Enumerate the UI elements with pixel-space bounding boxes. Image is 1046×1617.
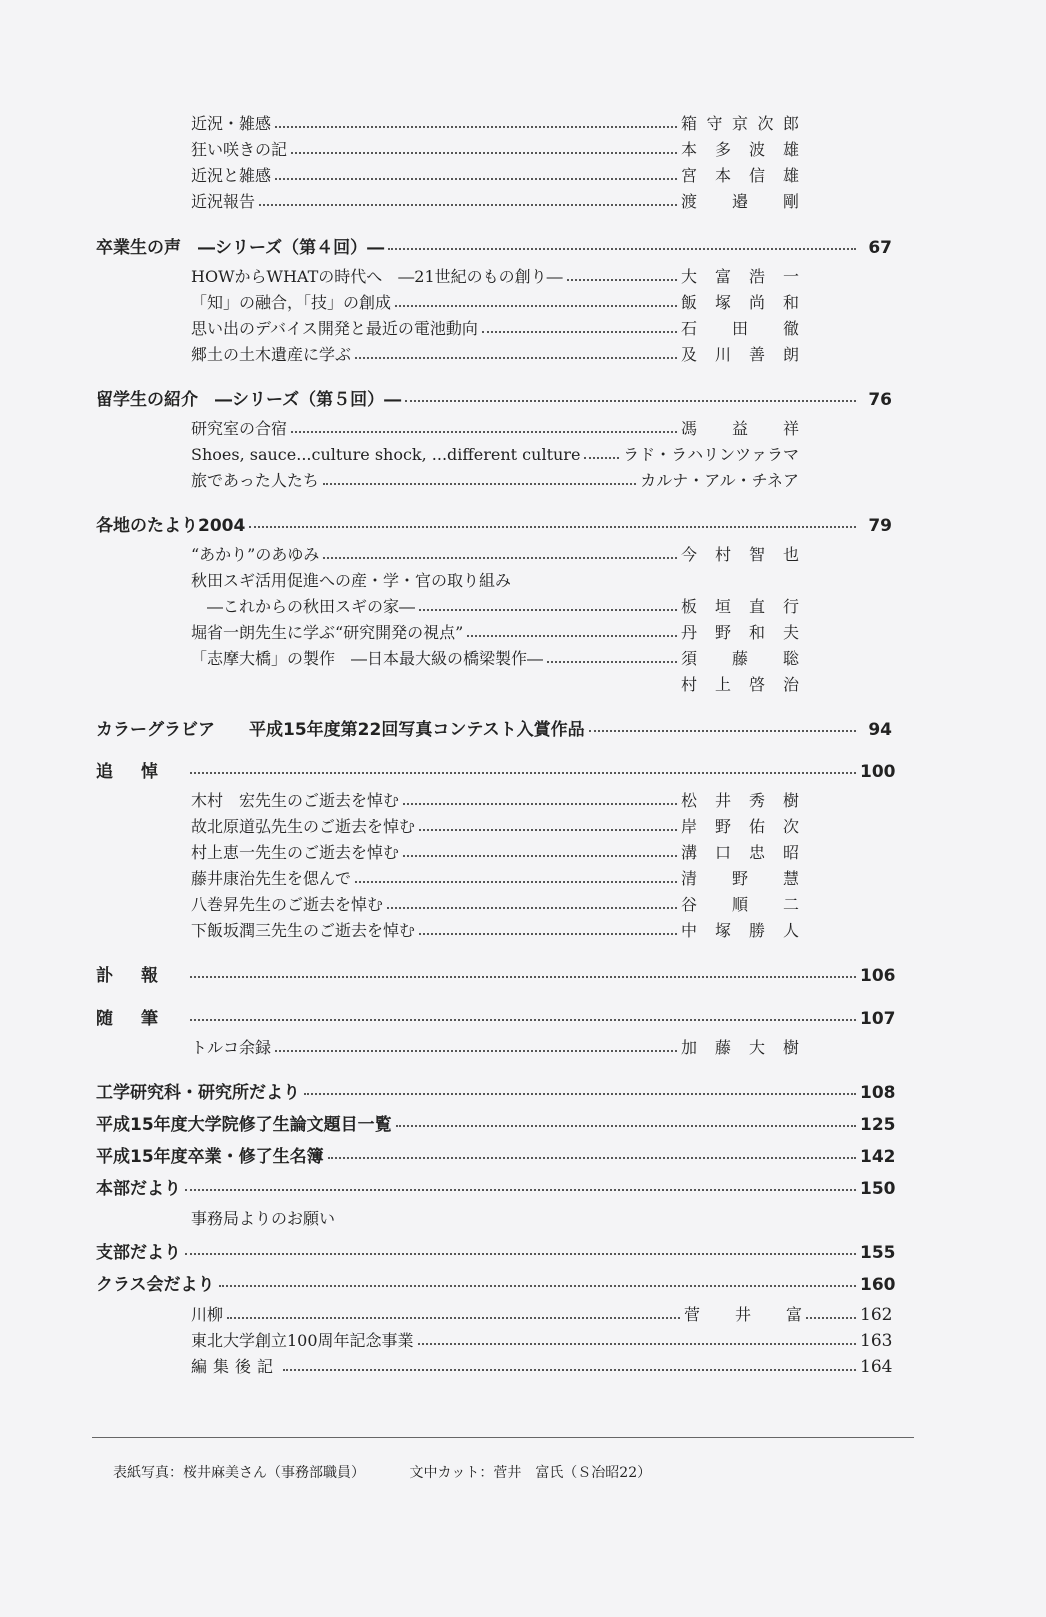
toc-entry: [191, 111, 799, 137]
section-title: 卒業生の声 ―シリーズ（第４回）―: [96, 238, 385, 258]
leader-dots: [806, 1317, 856, 1319]
leader-dots: [567, 279, 677, 281]
leader-dots: [291, 152, 677, 154]
page-number: 67: [868, 238, 892, 258]
entry-author: 馮 益 祥: [681, 419, 799, 438]
toc-entry: [191, 442, 799, 468]
leader-dots: [219, 1285, 857, 1287]
entry-title: 思い出のデバイス開発と最近の電池動向: [191, 319, 478, 338]
leader-dots: [388, 248, 856, 250]
entry-title: 村上恵一先生のご逝去を悼む: [191, 843, 400, 862]
entry-title: 秋田スギ活用促進への産・学・官の取り組み: [191, 571, 512, 590]
section-title: 工学研究科・研究所だより: [96, 1083, 300, 1103]
leader-dots: [291, 431, 677, 433]
page-number: 107: [860, 1009, 896, 1029]
entry-title: “あかり”のあゆみ: [191, 545, 320, 564]
entry-title: 「知」の融合，「技」の創成: [191, 293, 392, 312]
toc-entry: [191, 316, 799, 342]
section-title: 平成15年度大学院修了生論文題目一覧: [96, 1115, 392, 1135]
toc-section: [96, 1110, 896, 1136]
toc-entry: [191, 468, 799, 494]
toc-entry: [191, 788, 799, 814]
entry-title: HOWからWHATの時代へ ―21世紀のもの創り―: [191, 267, 563, 286]
toc-section: [96, 233, 892, 259]
leader-dots: [419, 609, 677, 611]
toc-section: [96, 1174, 896, 1200]
toc-entry: [191, 189, 799, 215]
leader-dots: [467, 635, 677, 637]
page-number: 164: [860, 1357, 893, 1377]
toc-section: [96, 715, 892, 741]
leader-dots: [259, 204, 677, 206]
entry-author: 渡 邉 剛: [681, 192, 799, 211]
entry-title: 八巻昇先生のご逝去を悼む: [191, 895, 384, 914]
section-title: 随筆: [96, 1009, 186, 1029]
section-title: カラーグラビア 平成15年度第22回写真コンテスト入賞作品: [96, 720, 585, 740]
leader-dots: [190, 976, 856, 978]
toc-section: [96, 961, 896, 987]
leader-dots: [323, 483, 636, 485]
leader-dots: [355, 881, 677, 883]
toc-entry: [191, 137, 799, 163]
toc-entry: [191, 620, 799, 646]
leader-dots: [185, 1189, 856, 1191]
entry-author: 箱 守 京 次 郎: [681, 114, 799, 133]
leader-dots: [227, 1317, 680, 1319]
page-number: 142: [860, 1147, 896, 1167]
entry-author: 溝 口 忠 昭: [681, 843, 799, 862]
leader-dots: [355, 357, 677, 359]
entry-title: 故北原道弘先生のご逝去を悼む: [191, 817, 416, 836]
toc-entry: [191, 264, 799, 290]
entry-author: 松 井 秀 樹: [681, 791, 799, 810]
section-title: 本部だより: [96, 1179, 181, 1199]
toc-entry: [191, 1206, 799, 1232]
entry-author: 飯 塚 尚 和: [681, 293, 799, 312]
toc-entry: [191, 342, 799, 368]
page-number: 163: [860, 1331, 893, 1351]
entry-title: 近況と雑感: [191, 166, 272, 185]
cover-photo-credit: 表紙写真：桜井麻美さん（事務部職員）: [113, 1465, 365, 1481]
entry-author: 宮 本 信 雄: [681, 166, 799, 185]
page-number: 125: [860, 1115, 896, 1135]
toc-section: [96, 757, 896, 783]
toc-entry: [191, 1354, 892, 1380]
toc-section: [96, 511, 892, 537]
leader-dots: [395, 305, 677, 307]
entry-author: 本 多 波 雄: [681, 140, 799, 159]
leader-dots: [275, 178, 677, 180]
toc-section: [96, 1238, 896, 1264]
toc-entry: [191, 866, 799, 892]
entry-author: 谷 順 二: [681, 895, 799, 914]
entry-title: ―これからの秋田スギの家―: [207, 597, 416, 616]
toc-entry: [191, 416, 799, 442]
entry-author: 菅 井 富: [684, 1305, 802, 1324]
entry-title: トルコ余録: [191, 1038, 272, 1057]
toc-entry: [191, 1035, 799, 1061]
page-number: 79: [868, 516, 892, 536]
entry-author: 中 塚 勝 人: [681, 921, 799, 940]
page-number: 106: [860, 966, 896, 986]
toc-entry: [207, 594, 799, 620]
toc-entry: [191, 568, 799, 594]
toc-entry: [681, 672, 799, 698]
leader-dots: [418, 1343, 856, 1345]
entry-title: 堀省一朗先生に学ぶ“研究開発の視点”: [191, 623, 464, 642]
entry-author: 板 垣 直 行: [681, 597, 799, 616]
leader-dots: [405, 400, 856, 402]
leader-dots: [589, 730, 856, 732]
section-title: 留学生の紹介 ―シリーズ（第５回）―: [96, 390, 402, 410]
toc-entry: [191, 918, 799, 944]
section-title: 平成15年度卒業・修了生名簿: [96, 1147, 324, 1167]
toc-entry: [191, 646, 799, 672]
page-number: 76: [868, 390, 892, 410]
entry-author: 岸 野 佑 次: [681, 817, 799, 836]
entry-author: ラド・ラハリンツァラマ: [623, 445, 799, 464]
entry-author: 今 村 智 也: [681, 545, 799, 564]
entry-author: 村 上 啓 治: [681, 675, 799, 694]
leader-dots: [304, 1093, 856, 1095]
entry-title: 藤井康治先生を偲んで: [191, 869, 352, 888]
leader-dots: [323, 557, 677, 559]
section-title: 訃報: [96, 966, 186, 986]
leader-dots: [419, 933, 677, 935]
toc-section: [96, 385, 892, 411]
toc-section: [96, 1142, 896, 1168]
entry-author: 丹 野 和 夫: [681, 623, 799, 642]
entry-author: 及 川 善 朗: [681, 345, 799, 364]
page-number: 162: [860, 1305, 893, 1325]
entry-title: 川柳: [191, 1305, 224, 1324]
leader-dots: [190, 772, 856, 774]
toc-entry: [191, 1302, 892, 1328]
entry-title: 研究室の合宿: [191, 419, 288, 438]
section-title: クラス会だより: [96, 1275, 215, 1295]
page-number: 100: [860, 762, 896, 782]
toc-section: [96, 1270, 896, 1296]
section-title: 各地のたより2004: [96, 516, 246, 536]
entry-author: 須 藤 聡: [681, 649, 799, 668]
entry-title: 旅であった人たち: [191, 471, 319, 490]
entry-title: 「志摩大橋」の製作 ―日本最大級の橋梁製作―: [191, 649, 544, 668]
footer-divider: [92, 1437, 914, 1438]
section-title: 支部だより: [96, 1243, 181, 1263]
leader-dots: [482, 331, 677, 333]
toc-entry: [191, 814, 799, 840]
leader-dots: [403, 855, 677, 857]
entry-author: 大 富 浩 一: [681, 267, 799, 286]
page-number: 108: [860, 1083, 896, 1103]
toc-entry: [191, 542, 799, 568]
entry-title: 狂い咲きの記: [191, 140, 288, 159]
section-title: 追悼: [96, 762, 186, 782]
leader-dots: [328, 1157, 856, 1159]
entry-title: 郷土の土木遺産に学ぶ: [191, 345, 352, 364]
leader-dots: [275, 126, 677, 128]
toc-entry: [191, 840, 799, 866]
page-number: 155: [860, 1243, 896, 1263]
entry-title: 木村 宏先生のご逝去を悼む: [191, 791, 400, 810]
leader-dots: [584, 457, 619, 459]
entry-author: カルナ・アル・チネア: [640, 471, 799, 490]
entry-title: 事務局よりのお願い: [191, 1209, 336, 1228]
leader-dots: [190, 1019, 856, 1021]
cut-illustration-credit: 文中カット：菅井 富氏（Ｓ冶昭22）: [409, 1465, 652, 1481]
leader-dots: [419, 829, 677, 831]
toc-entry: [191, 892, 799, 918]
leader-dots: [387, 907, 677, 909]
toc-entry: [191, 163, 799, 189]
leader-dots: [185, 1253, 856, 1255]
toc-entry: [191, 1328, 892, 1354]
entry-title: 近況報告: [191, 192, 256, 211]
entry-title: 編集後記: [191, 1357, 280, 1376]
leader-dots: [275, 1050, 677, 1052]
entry-title: 下飯坂潤三先生のご逝去を悼む: [191, 921, 416, 940]
toc-section: [96, 1078, 896, 1104]
leader-dots: [547, 661, 677, 663]
page-number: 150: [860, 1179, 896, 1199]
page-number: 160: [860, 1275, 896, 1295]
entry-title: 近況・雑感: [191, 114, 272, 133]
entry-author: 加 藤 大 樹: [681, 1038, 799, 1057]
leader-dots: [403, 803, 677, 805]
leader-dots: [249, 526, 856, 528]
page-number: 94: [868, 720, 892, 740]
leader-dots: [396, 1125, 856, 1127]
entry-author: 石 田 徹: [681, 319, 799, 338]
leader-dots: [283, 1369, 856, 1371]
entry-title: 東北大学創立100周年記念事業: [191, 1331, 414, 1350]
footer-credits: [113, 1462, 691, 1482]
entry-author: 清 野 慧: [681, 869, 799, 888]
toc-section: [96, 1004, 896, 1030]
toc-entry: [191, 290, 799, 316]
entry-title: Shoes, sauce...culture shock, ...different culture: [191, 445, 581, 464]
